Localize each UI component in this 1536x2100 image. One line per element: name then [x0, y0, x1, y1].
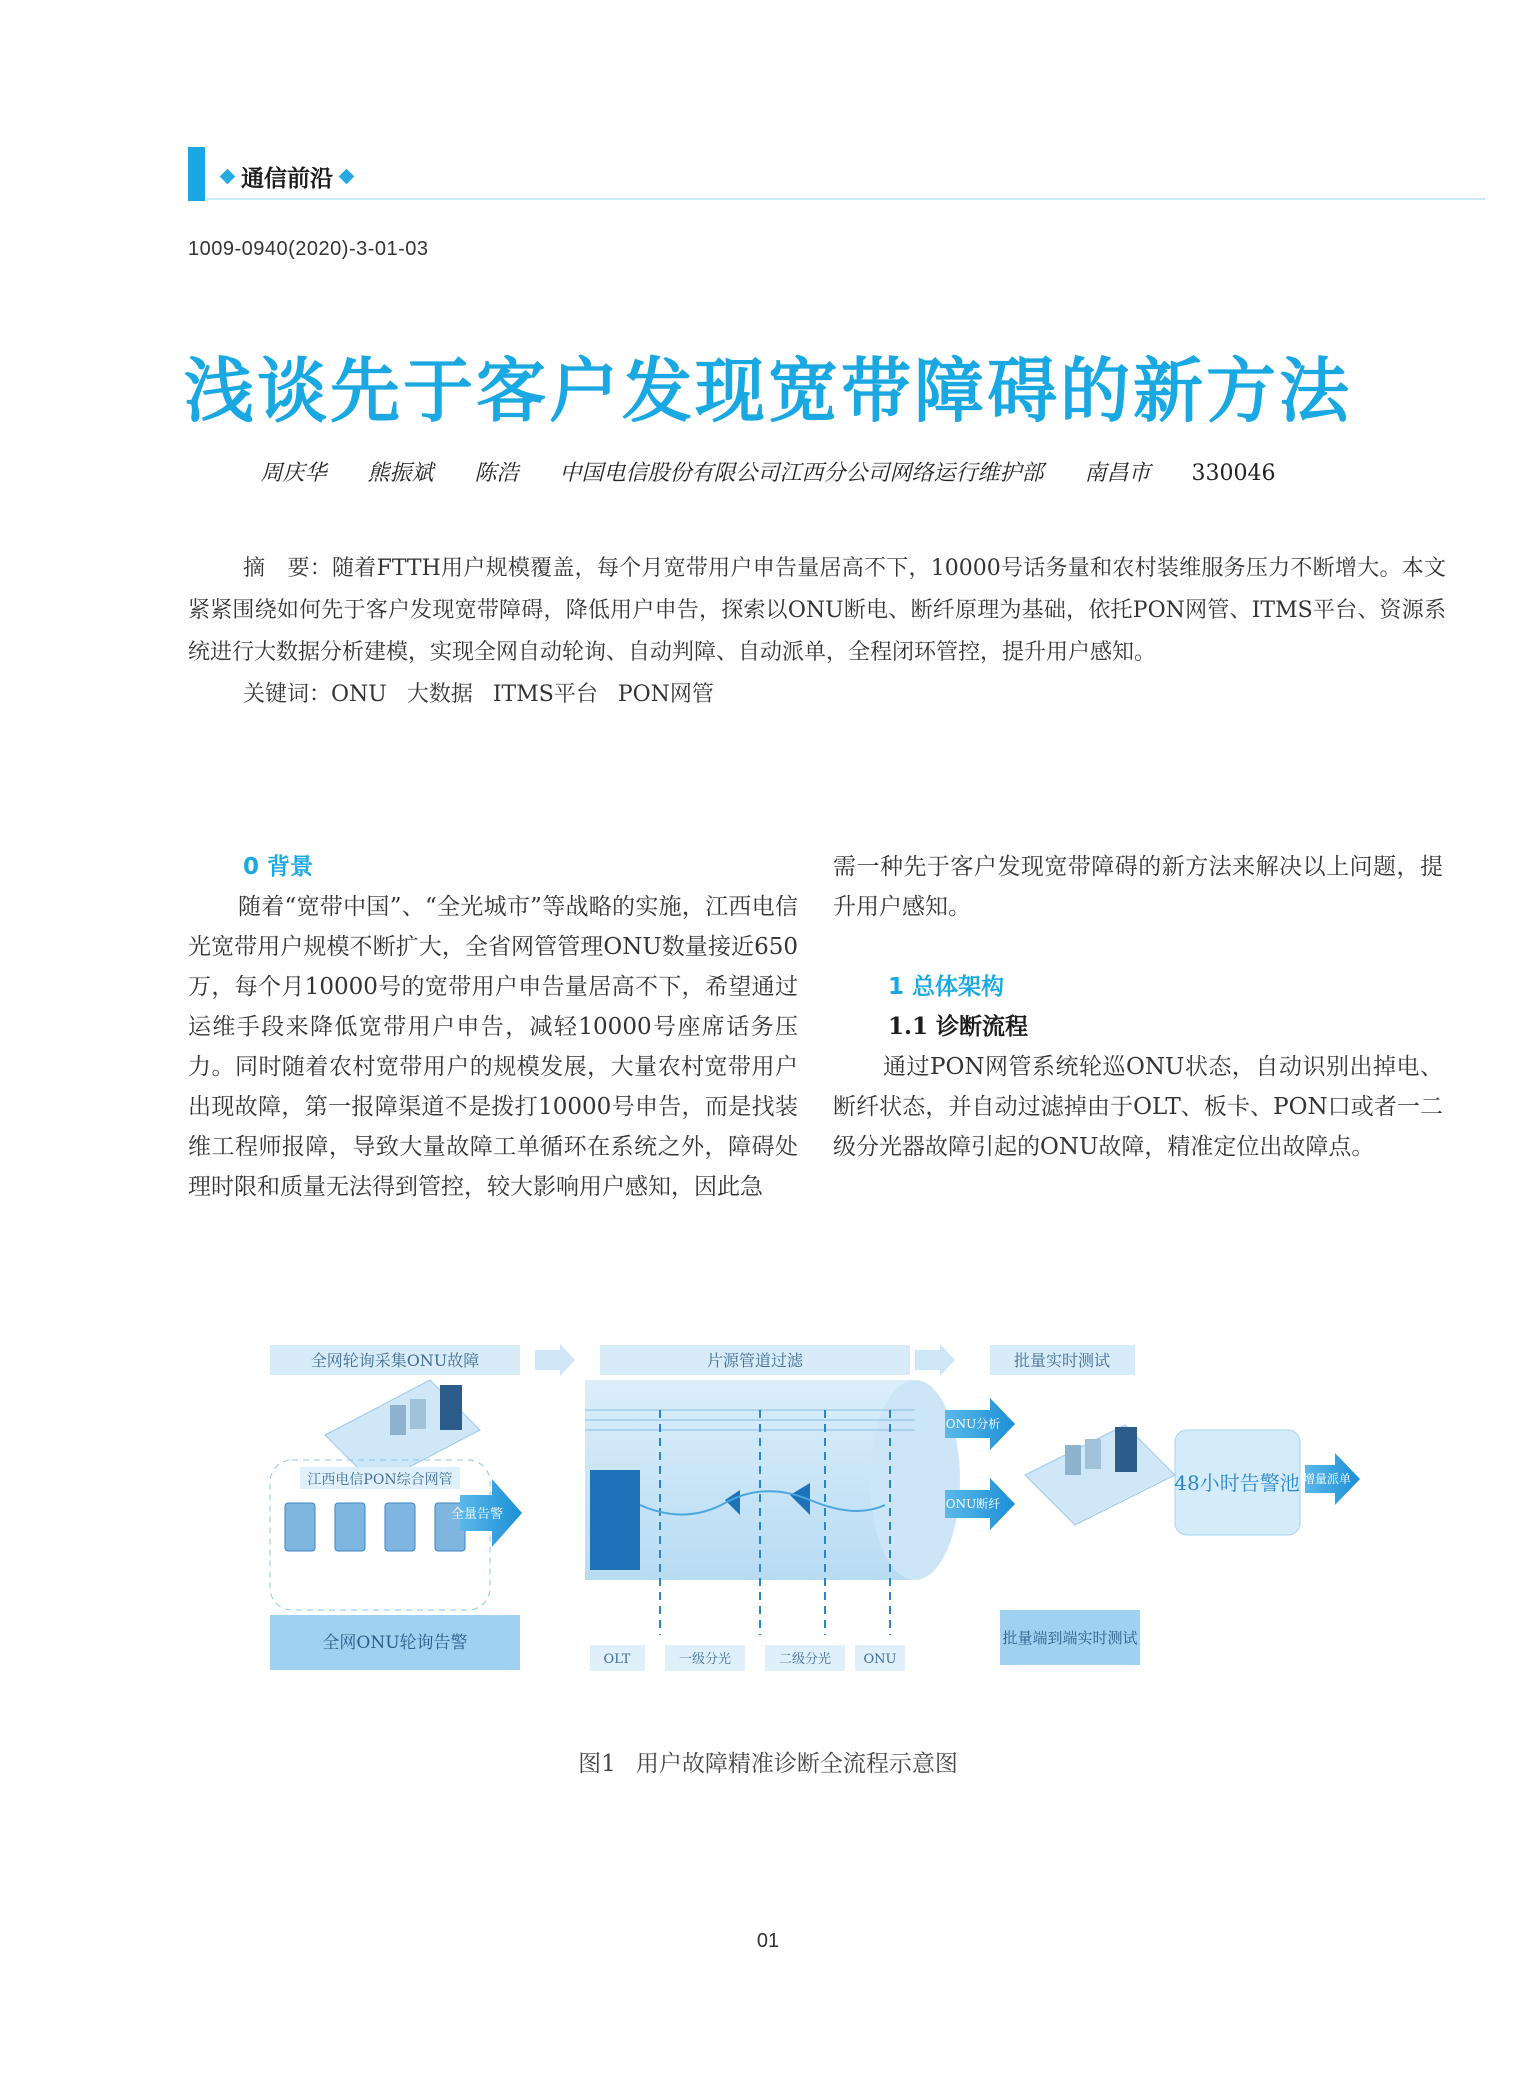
- alarm-label: 全量告警: [450, 1507, 504, 1522]
- author-name: 陈浩: [474, 461, 519, 486]
- section-heading: 1 总体架构: [888, 974, 1005, 1000]
- right-column: [833, 847, 1443, 1167]
- body-paragraph: 随着“宽带中国”、“全光城市”等战略的实施，江西电信光宽带用户规模不断扩大，全省网管管理ONU数量接近650万，每个月10000号的宽带用户申告量居高不下，希望通过运维手段来降低宽带用户申告，减轻10000号座席话务压力。同时随着农村宽带用户的规模发展，大量农村宽带用户出现故障，第一报障渠道不是拨打10000号申告，而是找装维工程师报障，导致大量故障工单循环在系统之外，障碍处理时限和质量无法得到管控，较大影响用户感知，因此急: [188, 894, 798, 1200]
- onu-analysis-label: ONU分析: [945, 1417, 1001, 1431]
- dispatch-label: 增量派单: [1302, 1472, 1352, 1486]
- body-paragraph: 通过PON网管系统轮巡ONU状态，自动识别出掉电、断纤状态，并自动过滤掉由于OLT、板卡、PON口或者一二级分光器故障引起的ONU故障，精准定位出故障点。: [833, 1054, 1443, 1160]
- author-name: 熊振斌: [367, 461, 434, 486]
- olt-device-icon: [590, 1470, 640, 1570]
- database-icon: [410, 1399, 426, 1429]
- keywords-label: 关键词：: [243, 682, 332, 707]
- server-icon: [1115, 1427, 1137, 1472]
- keyword: ONU: [331, 682, 387, 707]
- caption-number: 图1: [578, 1751, 616, 1777]
- arrow-right-icon: [535, 1344, 575, 1376]
- keyword: PON网管: [617, 682, 714, 707]
- onu-poll-label: 全网ONU轮询告警: [322, 1633, 468, 1653]
- batch-test-label: 批量实时测试: [1013, 1351, 1111, 1370]
- section-heading: 0 背景: [243, 854, 314, 880]
- figure-diagram: [265, 1335, 1375, 1690]
- server-icon: [440, 1385, 462, 1430]
- database-icon: [1085, 1439, 1101, 1469]
- keyword: 大数据: [406, 682, 473, 707]
- author-city: 南昌市: [1084, 461, 1151, 486]
- article-title: 浅谈先于客户发现宽带障碍的新方法: [184, 350, 1352, 432]
- abstract-label: 摘 要：: [243, 556, 333, 581]
- onu-label: ONU: [863, 1652, 897, 1667]
- server-rack-icon: [285, 1503, 465, 1551]
- caption-text: 用户故障精准诊断全流程示意图: [635, 1751, 958, 1777]
- keywords: [188, 674, 1446, 716]
- abstract-text: 随着FTTH用户规模覆盖，每个月宽带用户申告量居高不下，10000号话务量和农村装维服务压力不断增大。本文紧紧围绕如何先于客户发现宽带障碍，降低用户申告，探索以ONU断电、断纤原理为基础，依托PON网管、ITMS平台、资源系统进行大数据分析建模，实现全网自动轮询、自动判障、自动派单，全程闭环管控，提升用户感知。: [188, 556, 1446, 665]
- subsection-heading: 1.1 诊断流程: [888, 1013, 1029, 1040]
- onu-break-label: ONU断纤: [945, 1497, 1001, 1511]
- article-code: 1009-0940(2020)-3-01-03: [188, 238, 429, 260]
- alarm-pool-label: 48小时告警池: [1174, 1471, 1300, 1495]
- abstract: [188, 548, 1446, 716]
- body-paragraph: 需一种先于客户发现宽带障碍的新方法来解决以上问题，提升用户感知。: [833, 854, 1443, 920]
- olt-label: OLT: [603, 1652, 631, 1667]
- diamond-icon: [339, 169, 355, 185]
- split2-label: 二级分光: [778, 1652, 832, 1667]
- arrow-right-icon: [915, 1344, 955, 1376]
- diamond-icon: [220, 169, 236, 185]
- header-rule: [205, 198, 1485, 200]
- author-postcode: 330046: [1191, 461, 1276, 486]
- database-icon: [390, 1405, 406, 1435]
- collect-label: 全网轮询采集ONU故障: [310, 1351, 480, 1370]
- section-label-text: 通信前沿: [241, 166, 333, 192]
- keyword: ITMS平台: [492, 682, 598, 707]
- database-icon: [1065, 1445, 1081, 1475]
- author-affiliation: 中国电信股份有限公司江西分公司网络运行维护部: [559, 461, 1044, 486]
- page-number: 01: [756, 1930, 780, 1952]
- nms-label: 江西电信PON综合网管: [307, 1472, 453, 1488]
- author-line: [0, 456, 1536, 487]
- section-label: [222, 160, 352, 193]
- e2e-test-label: 批量端到端实时测试: [1002, 1629, 1138, 1647]
- header-accent-bar: [188, 147, 205, 201]
- abstract-paragraph: [188, 548, 1446, 674]
- filter-label: 片源管道过滤: [706, 1351, 804, 1370]
- figure-caption: [0, 1745, 1536, 1778]
- split1-label: 一级分光: [678, 1652, 732, 1667]
- author-name: 周庆华: [260, 461, 327, 486]
- left-column: [188, 847, 798, 1207]
